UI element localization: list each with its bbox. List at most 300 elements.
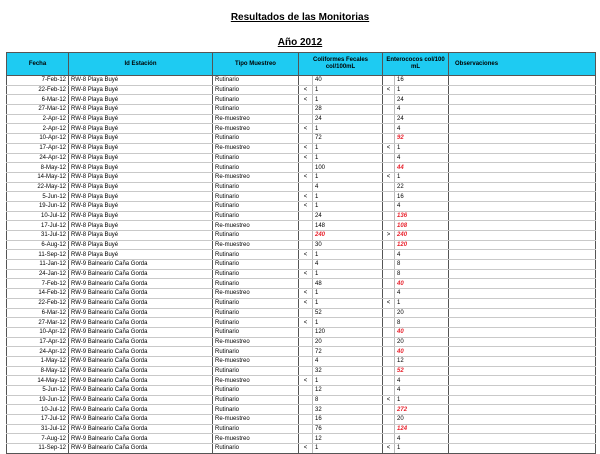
coliform-value: 4 [313, 182, 383, 192]
observation-cell [449, 347, 596, 357]
enterococcus-qualifier [383, 434, 395, 444]
table-row [7, 172, 596, 182]
enterococcus-value: 20 [395, 308, 449, 318]
table-row [7, 250, 596, 260]
observation-cell [449, 366, 596, 376]
header-estacion: Id Estación [69, 53, 213, 76]
observation-cell [449, 434, 596, 444]
enterococcus-qualifier [383, 347, 395, 357]
enterococcus-qualifier [383, 327, 395, 337]
station-cell: RW-8 Playa Buyé [69, 163, 213, 173]
enterococcus-value: 4 [395, 201, 449, 211]
enterococcus-value: 92 [395, 134, 449, 144]
enterococcus-qualifier [383, 250, 395, 260]
table-row [7, 85, 596, 95]
coliform-value: 48 [313, 279, 383, 289]
enterococcus-qualifier [383, 424, 395, 434]
enterococcus-qualifier: < [383, 172, 395, 182]
coliform-value: 40 [313, 76, 383, 86]
enterococcus-qualifier [383, 114, 395, 124]
coliform-qualifier [299, 211, 313, 221]
enterococcus-qualifier [383, 134, 395, 144]
coliform-qualifier [299, 405, 313, 415]
enterococcus-qualifier: < [383, 143, 395, 153]
station-cell: RW-8 Playa Buyé [69, 85, 213, 95]
coliform-qualifier [299, 260, 313, 270]
enterococcus-qualifier [383, 405, 395, 415]
sample-type-cell: Rutinario [213, 395, 299, 405]
observation-cell [449, 298, 596, 308]
sample-type-cell: Rutinario [213, 318, 299, 328]
station-cell: RW-9 Balneario Caña Gorda [69, 386, 213, 396]
observation-cell [449, 134, 596, 144]
sample-type-cell: Rutinario [213, 85, 299, 95]
sample-type-cell: Re-muestreo [213, 143, 299, 153]
enterococcus-qualifier [383, 386, 395, 396]
station-cell: RW-8 Playa Buyé [69, 143, 213, 153]
enterococcus-value: 8 [395, 269, 449, 279]
coliform-value: 1 [313, 124, 383, 134]
date-cell: 17-Jul-12 [7, 415, 69, 425]
enterococcus-value: 4 [395, 434, 449, 444]
sample-type-cell: Re-muestreo [213, 356, 299, 366]
date-cell: 11-Sep-12 [7, 444, 69, 454]
sample-type-cell: Rutinario [213, 444, 299, 454]
coliform-value: 120 [313, 327, 383, 337]
sample-type-cell: Rutinario [213, 298, 299, 308]
table-row [7, 405, 596, 415]
coliform-value: 72 [313, 347, 383, 357]
observation-cell [449, 231, 596, 241]
observation-cell [449, 376, 596, 386]
date-cell: 2-Apr-12 [7, 124, 69, 134]
enterococcus-value: 22 [395, 182, 449, 192]
enterococcus-qualifier [383, 240, 395, 250]
enterococcus-qualifier [383, 279, 395, 289]
coliform-qualifier: < [299, 153, 313, 163]
sample-type-cell: Rutinario [213, 250, 299, 260]
station-cell: RW-8 Playa Buyé [69, 76, 213, 86]
coliform-qualifier [299, 337, 313, 347]
station-cell: RW-9 Balneario Caña Gorda [69, 395, 213, 405]
observation-cell [449, 250, 596, 260]
observation-cell [449, 95, 596, 105]
sample-type-cell: Re-muestreo [213, 221, 299, 231]
observation-cell [449, 124, 596, 134]
enterococcus-value: 4 [395, 289, 449, 299]
header-enterococos: Enterococos col/100 mL [383, 53, 449, 76]
coliform-qualifier [299, 105, 313, 115]
enterococcus-qualifier: < [383, 298, 395, 308]
date-cell: 17-Apr-12 [7, 143, 69, 153]
coliform-qualifier [299, 366, 313, 376]
observation-cell [449, 85, 596, 95]
sample-type-cell: Rutinario [213, 366, 299, 376]
sample-type-cell: Re-muestreo [213, 240, 299, 250]
enterococcus-value: 4 [395, 386, 449, 396]
table-row [7, 201, 596, 211]
observation-cell [449, 415, 596, 425]
station-cell: RW-9 Balneario Caña Gorda [69, 434, 213, 444]
enterococcus-value: 240 [395, 231, 449, 241]
table-row [7, 269, 596, 279]
enterococcus-value: 1 [395, 298, 449, 308]
station-cell: RW-9 Balneario Caña Gorda [69, 424, 213, 434]
coliform-value: 1 [313, 201, 383, 211]
coliform-value: 12 [313, 386, 383, 396]
enterococcus-qualifier [383, 337, 395, 347]
station-cell: RW-8 Playa Buyé [69, 250, 213, 260]
table-row [7, 395, 596, 405]
coliform-qualifier: < [299, 95, 313, 105]
observation-cell [449, 221, 596, 231]
sample-type-cell: Re-muestreo [213, 172, 299, 182]
coliform-qualifier [299, 347, 313, 357]
enterococcus-qualifier [383, 308, 395, 318]
observation-cell [449, 395, 596, 405]
station-cell: RW-9 Balneario Caña Gorda [69, 415, 213, 425]
coliform-qualifier: < [299, 376, 313, 386]
coliform-qualifier [299, 221, 313, 231]
sample-type-cell: Rutinario [213, 424, 299, 434]
station-cell: RW-8 Playa Buyé [69, 182, 213, 192]
enterococcus-value: 136 [395, 211, 449, 221]
enterococcus-qualifier [383, 260, 395, 270]
enterococcus-value: 40 [395, 347, 449, 357]
enterococcus-value: 52 [395, 366, 449, 376]
observation-cell [449, 192, 596, 202]
enterococcus-value: 8 [395, 318, 449, 328]
coliform-qualifier [299, 240, 313, 250]
station-cell: RW-9 Balneario Caña Gorda [69, 279, 213, 289]
enterococcus-qualifier [383, 356, 395, 366]
station-cell: RW-9 Balneario Caña Gorda [69, 327, 213, 337]
station-cell: RW-8 Playa Buyé [69, 192, 213, 202]
coliform-qualifier [299, 163, 313, 173]
sample-type-cell: Re-muestreo [213, 337, 299, 347]
date-cell: 24-Apr-12 [7, 153, 69, 163]
enterococcus-qualifier: < [383, 85, 395, 95]
date-cell: 2-Apr-12 [7, 114, 69, 124]
header-row [7, 53, 596, 76]
table-row [7, 434, 596, 444]
observation-cell [449, 182, 596, 192]
enterococcus-value: 40 [395, 327, 449, 337]
coliform-qualifier: < [299, 298, 313, 308]
date-cell: 5-Jun-12 [7, 192, 69, 202]
coliform-value: 1 [313, 153, 383, 163]
enterococcus-value: 12 [395, 356, 449, 366]
date-cell: 11-Jan-12 [7, 260, 69, 270]
coliform-value: 72 [313, 134, 383, 144]
sample-type-cell: Rutinario [213, 327, 299, 337]
coliform-value: 8 [313, 395, 383, 405]
observation-cell [449, 405, 596, 415]
enterococcus-qualifier [383, 415, 395, 425]
sample-type-cell: Rutinario [213, 134, 299, 144]
coliform-qualifier [299, 415, 313, 425]
observation-cell [449, 356, 596, 366]
coliform-value: 16 [313, 415, 383, 425]
observation-cell [449, 337, 596, 347]
enterococcus-value: 44 [395, 163, 449, 173]
date-cell: 19-Jun-12 [7, 395, 69, 405]
table-row [7, 192, 596, 202]
observation-cell [449, 327, 596, 337]
enterococcus-value: 4 [395, 124, 449, 134]
observation-cell [449, 318, 596, 328]
station-cell: RW-8 Playa Buyé [69, 211, 213, 221]
enterococcus-qualifier [383, 182, 395, 192]
date-cell: 31-Jul-12 [7, 424, 69, 434]
enterococcus-value: 272 [395, 405, 449, 415]
table-row [7, 298, 596, 308]
station-cell: RW-8 Playa Buyé [69, 153, 213, 163]
header-coliformes: Coliformes Fecales col/100mL [299, 53, 383, 76]
date-cell: 14-Feb-12 [7, 289, 69, 299]
enterococcus-value: 120 [395, 240, 449, 250]
coliform-qualifier: < [299, 124, 313, 134]
table-row [7, 327, 596, 337]
table-row [7, 182, 596, 192]
station-cell: RW-8 Playa Buyé [69, 105, 213, 115]
coliform-value: 100 [313, 163, 383, 173]
coliform-value: 1 [313, 95, 383, 105]
enterococcus-qualifier: < [383, 395, 395, 405]
enterococcus-value: 1 [395, 85, 449, 95]
enterococcus-qualifier [383, 269, 395, 279]
date-cell: 14-May-12 [7, 376, 69, 386]
table-row [7, 76, 596, 86]
date-cell: 24-Apr-12 [7, 347, 69, 357]
coliform-qualifier [299, 134, 313, 144]
station-cell: RW-8 Playa Buyé [69, 114, 213, 124]
table-row [7, 124, 596, 134]
coliform-qualifier: < [299, 85, 313, 95]
coliform-qualifier [299, 279, 313, 289]
coliform-value: 32 [313, 405, 383, 415]
coliform-value: 1 [313, 444, 383, 454]
station-cell: RW-9 Balneario Caña Gorda [69, 366, 213, 376]
station-cell: RW-8 Playa Buyé [69, 134, 213, 144]
coliform-value: 1 [313, 298, 383, 308]
enterococcus-value: 1 [395, 444, 449, 454]
date-cell: 10-Jul-12 [7, 211, 69, 221]
table-row [7, 240, 596, 250]
date-cell: 27-Mar-12 [7, 318, 69, 328]
coliform-value: 240 [313, 231, 383, 241]
date-cell: 7-Aug-12 [7, 434, 69, 444]
enterococcus-qualifier [383, 221, 395, 231]
sample-type-cell: Rutinario [213, 260, 299, 270]
enterococcus-value: 8 [395, 260, 449, 270]
station-cell: RW-9 Balneario Caña Gorda [69, 318, 213, 328]
date-cell: 17-Jul-12 [7, 221, 69, 231]
coliform-qualifier: < [299, 444, 313, 454]
date-cell: 22-Feb-12 [7, 85, 69, 95]
coliform-qualifier [299, 356, 313, 366]
date-cell: 6-Aug-12 [7, 240, 69, 250]
coliform-value: 4 [313, 356, 383, 366]
coliform-qualifier [299, 386, 313, 396]
station-cell: RW-8 Playa Buyé [69, 240, 213, 250]
station-cell: RW-8 Playa Buyé [69, 231, 213, 241]
enterococcus-qualifier [383, 163, 395, 173]
coliform-qualifier [299, 231, 313, 241]
table-row [7, 134, 596, 144]
enterococcus-value: 1 [395, 172, 449, 182]
enterococcus-qualifier [383, 153, 395, 163]
table-row [7, 356, 596, 366]
station-cell: RW-9 Balneario Caña Gorda [69, 269, 213, 279]
coliform-qualifier: < [299, 192, 313, 202]
coliform-value: 76 [313, 424, 383, 434]
table-row [7, 337, 596, 347]
enterococcus-qualifier: > [383, 231, 395, 241]
date-cell: 10-Apr-12 [7, 327, 69, 337]
table-row [7, 211, 596, 221]
enterococcus-value: 124 [395, 424, 449, 434]
results-table [6, 52, 596, 454]
enterococcus-value: 20 [395, 415, 449, 425]
sample-type-cell: Rutinario [213, 308, 299, 318]
station-cell: RW-8 Playa Buyé [69, 124, 213, 134]
table-row [7, 318, 596, 328]
coliform-qualifier [299, 114, 313, 124]
coliform-qualifier: < [299, 201, 313, 211]
date-cell: 11-Sep-12 [7, 250, 69, 260]
table-row [7, 308, 596, 318]
date-cell: 31-Jul-12 [7, 231, 69, 241]
coliform-qualifier: < [299, 318, 313, 328]
sample-type-cell: Rutinario [213, 279, 299, 289]
table-row [7, 153, 596, 163]
enterococcus-qualifier [383, 105, 395, 115]
sample-type-cell: Rutinario [213, 347, 299, 357]
observation-cell [449, 240, 596, 250]
observation-cell [449, 105, 596, 115]
date-cell: 14-May-12 [7, 172, 69, 182]
coliform-qualifier [299, 434, 313, 444]
table-row [7, 114, 596, 124]
date-cell: 8-May-12 [7, 163, 69, 173]
coliform-value: 20 [313, 337, 383, 347]
date-cell: 8-May-12 [7, 366, 69, 376]
coliform-qualifier: < [299, 250, 313, 260]
table-row [7, 279, 596, 289]
sample-type-cell: Rutinario [213, 405, 299, 415]
table-row [7, 231, 596, 241]
sample-type-cell: Rutinario [213, 231, 299, 241]
date-cell: 10-Jul-12 [7, 405, 69, 415]
coliform-value: 4 [313, 260, 383, 270]
date-cell: 27-Mar-12 [7, 105, 69, 115]
enterococcus-value: 108 [395, 221, 449, 231]
header-tipo: Tipo Muestreo [213, 53, 299, 76]
observation-cell [449, 424, 596, 434]
observation-cell [449, 114, 596, 124]
coliform-value: 24 [313, 211, 383, 221]
enterococcus-value: 1 [395, 395, 449, 405]
table-body [7, 76, 596, 454]
sample-type-cell: Rutinario [213, 182, 299, 192]
station-cell: RW-8 Playa Buyé [69, 201, 213, 211]
date-cell: 24-Jan-12 [7, 269, 69, 279]
coliform-value: 1 [313, 250, 383, 260]
sample-type-cell: Re-muestreo [213, 415, 299, 425]
enterococcus-qualifier [383, 192, 395, 202]
sample-type-cell: Rutinario [213, 192, 299, 202]
enterococcus-value: 20 [395, 337, 449, 347]
coliform-qualifier: < [299, 289, 313, 299]
coliform-value: 1 [313, 269, 383, 279]
sample-type-cell: Rutinario [213, 386, 299, 396]
coliform-value: 52 [313, 308, 383, 318]
enterococcus-value: 16 [395, 192, 449, 202]
station-cell: RW-9 Balneario Caña Gorda [69, 298, 213, 308]
sample-type-cell: Re-muestreo [213, 376, 299, 386]
sample-type-cell: Re-muestreo [213, 289, 299, 299]
date-cell: 1-May-12 [7, 356, 69, 366]
enterococcus-qualifier [383, 95, 395, 105]
station-cell: RW-9 Balneario Caña Gorda [69, 289, 213, 299]
observation-cell [449, 201, 596, 211]
coliform-qualifier [299, 76, 313, 86]
station-cell: RW-9 Balneario Caña Gorda [69, 376, 213, 386]
table-row [7, 221, 596, 231]
date-cell: 10-Apr-12 [7, 134, 69, 144]
date-cell: 5-Jun-12 [7, 386, 69, 396]
enterococcus-qualifier [383, 211, 395, 221]
coliform-qualifier [299, 424, 313, 434]
sample-type-cell: Re-muestreo [213, 114, 299, 124]
table-row [7, 163, 596, 173]
observation-cell [449, 153, 596, 163]
observation-cell [449, 211, 596, 221]
sample-type-cell: Rutinario [213, 76, 299, 86]
date-cell: 7-Feb-12 [7, 76, 69, 86]
coliform-value: 1 [313, 172, 383, 182]
enterococcus-value: 40 [395, 279, 449, 289]
coliform-value: 1 [313, 85, 383, 95]
date-cell: 22-May-12 [7, 182, 69, 192]
coliform-qualifier [299, 327, 313, 337]
station-cell: RW-8 Playa Buyé [69, 172, 213, 182]
table-row [7, 260, 596, 270]
table-row [7, 289, 596, 299]
observation-cell [449, 260, 596, 270]
coliform-qualifier: < [299, 172, 313, 182]
table-row [7, 95, 596, 105]
sample-type-cell: Rutinario [213, 201, 299, 211]
coliform-qualifier: < [299, 269, 313, 279]
station-cell: RW-9 Balneario Caña Gorda [69, 356, 213, 366]
table-row [7, 415, 596, 425]
header-fecha: Fecha [7, 53, 69, 76]
observation-cell [449, 444, 596, 454]
sample-type-cell: Rutinario [213, 153, 299, 163]
station-cell: RW-9 Balneario Caña Gorda [69, 405, 213, 415]
coliform-qualifier [299, 308, 313, 318]
enterococcus-value: 4 [395, 153, 449, 163]
coliform-value: 1 [313, 192, 383, 202]
page-title: Resultados de las Monitorias [230, 12, 370, 23]
enterococcus-qualifier [383, 201, 395, 211]
date-cell: 6-Mar-12 [7, 95, 69, 105]
enterococcus-qualifier [383, 376, 395, 386]
sample-type-cell: Rutinario [213, 269, 299, 279]
date-cell: 7-Feb-12 [7, 279, 69, 289]
